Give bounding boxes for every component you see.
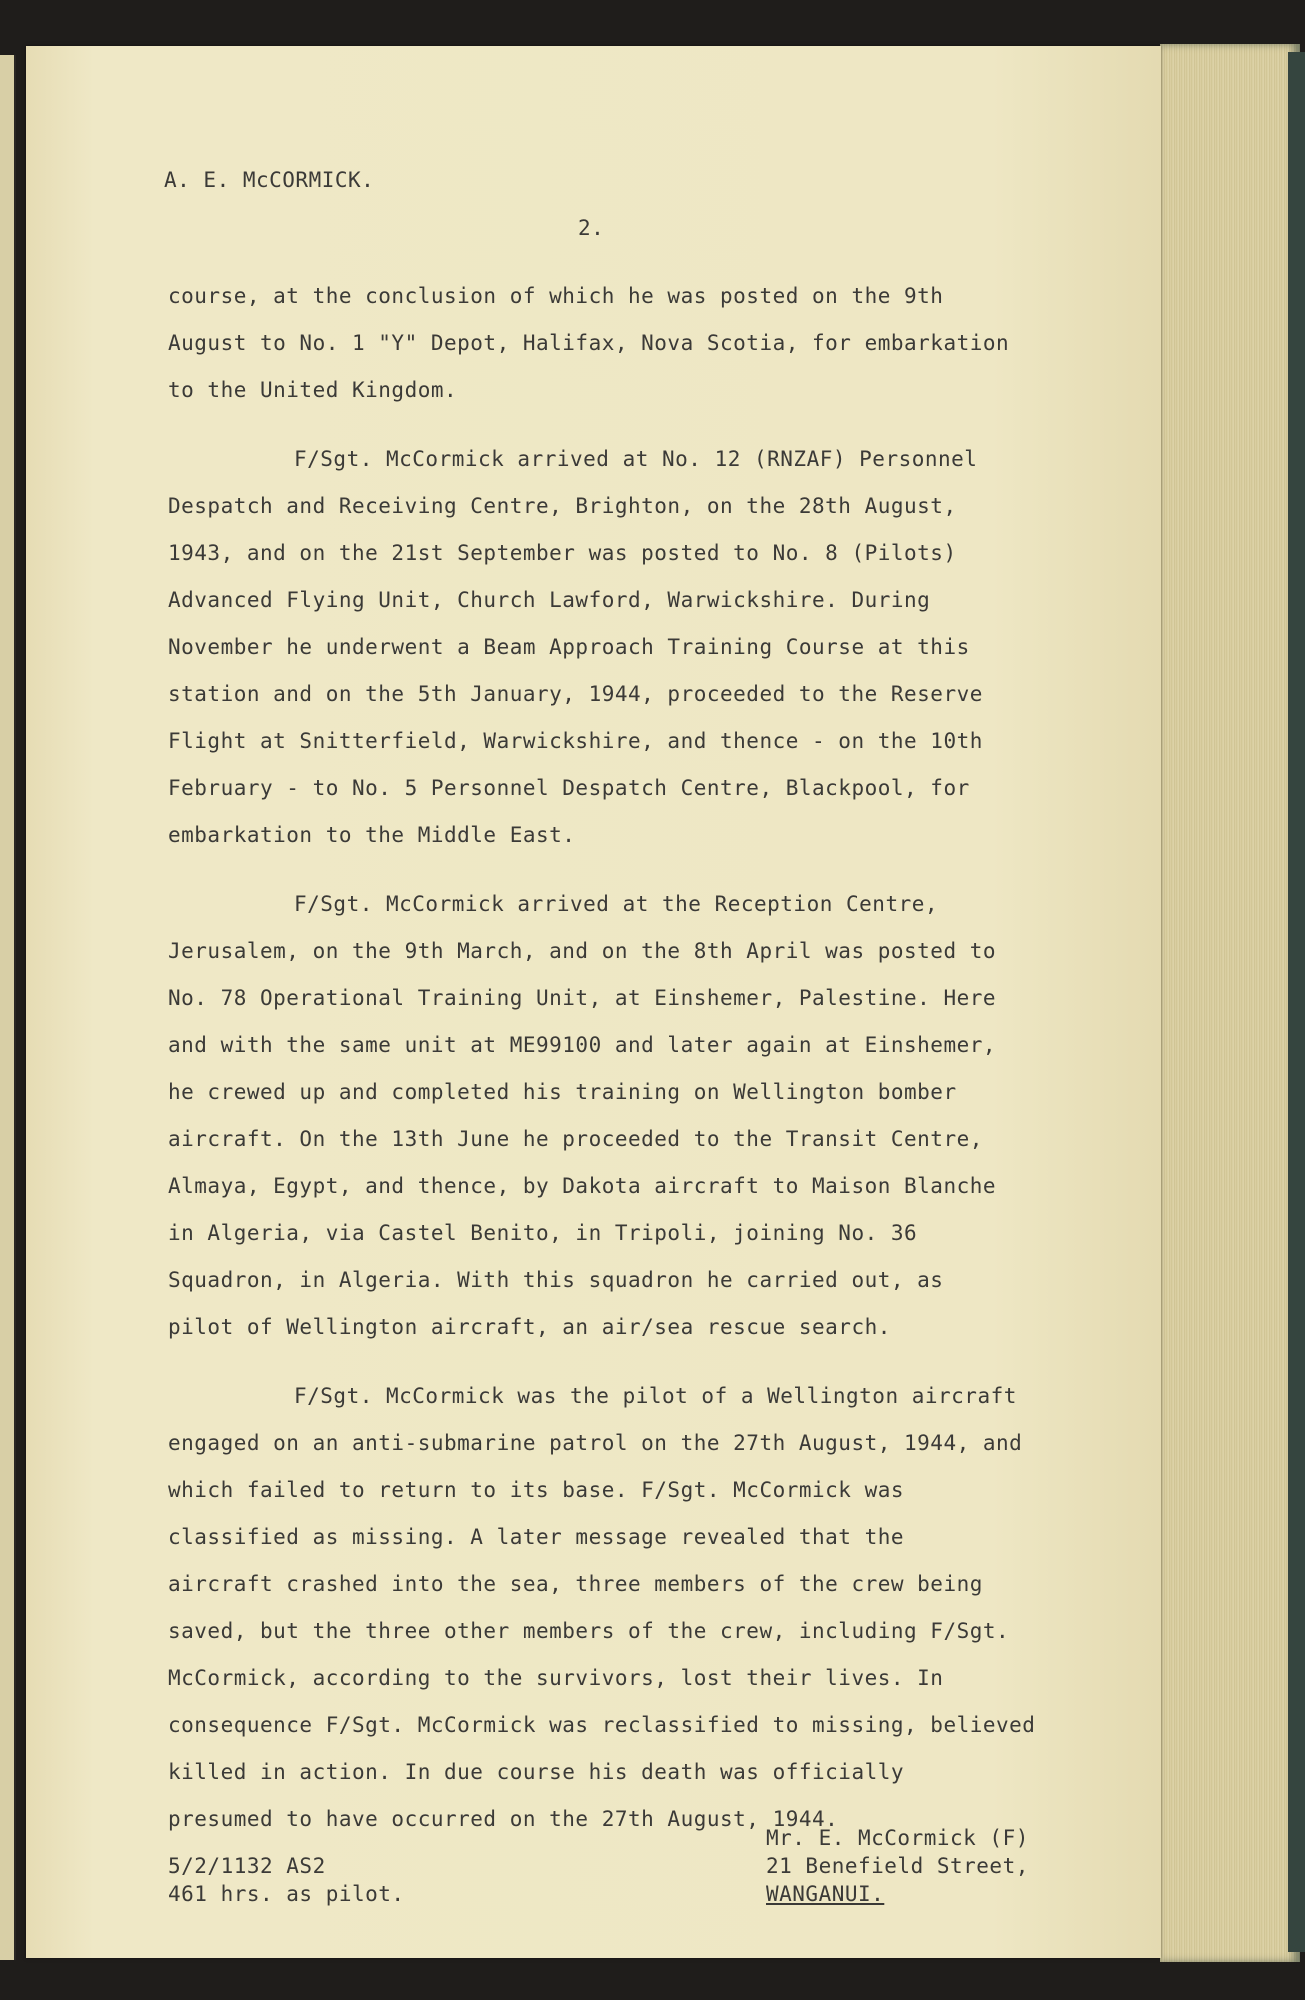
- text-line: Almaya, Egypt, and thence, by Dakota aircraft to Maison Blanche: [168, 1174, 997, 1198]
- flying-hours: 461 hrs. as pilot.: [168, 1882, 405, 1906]
- text-line: which failed to return to its base. F/Sgt. McCormick was: [168, 1478, 905, 1502]
- document-header: A. E. McCORMICK.: [164, 168, 375, 192]
- page-number: 2.: [578, 216, 605, 240]
- text-line: February - to No. 5 Personnel Despatch Centre, Blackpool, for: [168, 776, 970, 800]
- text-line: November he underwent a Beam Approach Training Course at this: [168, 635, 970, 659]
- text-line: 1943, and on the 21st September was posted to No. 8 (Pilots): [168, 541, 957, 565]
- book-cover-edge: [1288, 52, 1305, 1952]
- text-line: Jerusalem, on the 9th March, and on the 8th April was posted to: [168, 939, 997, 963]
- text-line: and with the same unit at ME99100 and later again at Einshemer,: [168, 1033, 997, 1057]
- text-line: he crewed up and completed his training on Wellington bomber: [168, 1080, 957, 1104]
- text-line: F/Sgt. McCormick arrived at the Reception Centre,: [294, 892, 939, 916]
- text-line: Flight at Snitterfield, Warwickshire, and thence - on the 10th: [168, 729, 983, 753]
- text-line: course, at the conclusion of which he was posted on the 9th: [168, 284, 944, 308]
- text-line: embarkation to the Middle East.: [168, 823, 576, 847]
- text-line: in Algeria, via Castel Benito, in Tripoli, joining No. 36: [168, 1221, 918, 1245]
- text-line: Advanced Flying Unit, Church Lawford, Warwickshire. During: [168, 588, 931, 612]
- book-fore-edge: [1160, 44, 1300, 1962]
- text-line: August to No. 1 "Y" Depot, Halifax, Nova Scotia, for embarkation: [168, 331, 1010, 355]
- text-line: station and on the 5th January, 1944, proceeded to the Reserve: [168, 682, 983, 706]
- text-line: to the United Kingdom.: [168, 378, 458, 402]
- text-line: classified as missing. A later message revealed that the: [168, 1525, 905, 1549]
- text-line: McCormick, according to the survivors, lost their lives. In: [168, 1666, 944, 1690]
- text-line: killed in action. In due course his death was officially: [168, 1760, 905, 1784]
- text-line: engaged on an anti-submarine patrol on the 27th August, 1944, and: [168, 1431, 1023, 1455]
- text-line: Squadron, in Algeria. With this squadron he carried out, as: [168, 1268, 944, 1292]
- text-line: Despatch and Receiving Centre, Brighton, on the 28th August,: [168, 494, 957, 518]
- next-of-kin-name: Mr. E. McCormick (F): [766, 1826, 1029, 1850]
- document-page: [26, 46, 1161, 1958]
- previous-page-edge: [0, 55, 16, 1960]
- text-line: F/Sgt. McCormick arrived at No. 12 (RNZAF) Personnel: [294, 447, 978, 471]
- text-line: aircraft crashed into the sea, three members of the crew being: [168, 1572, 983, 1596]
- text-line: saved, but the three other members of the crew, including F/Sgt.: [168, 1619, 1010, 1643]
- text-line: consequence F/Sgt. McCormick was reclassified to missing, believed: [168, 1713, 1036, 1737]
- text-line: presumed to have occurred on the 27th August, 1944.: [168, 1807, 839, 1831]
- file-reference: 5/2/1132 AS2: [168, 1854, 326, 1878]
- text-line: aircraft. On the 13th June he proceeded to the Transit Centre,: [168, 1127, 983, 1151]
- text-line: F/Sgt. McCormick was the pilot of a Wellington aircraft: [294, 1384, 1017, 1408]
- next-of-kin-town: WANGANUI.: [766, 1882, 885, 1906]
- text-line: pilot of Wellington aircraft, an air/sea rescue search.: [168, 1315, 891, 1339]
- next-of-kin-street: 21 Benefield Street,: [766, 1854, 1029, 1878]
- text-line: No. 78 Operational Training Unit, at Einshemer, Palestine. Here: [168, 986, 997, 1010]
